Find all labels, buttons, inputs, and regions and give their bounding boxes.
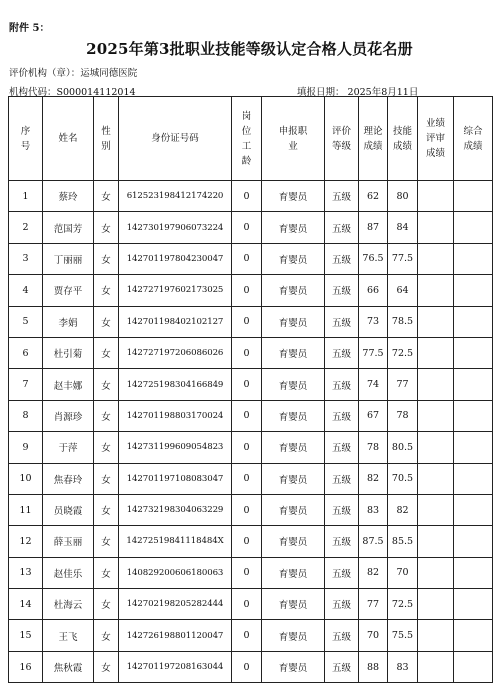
cell-overall-score bbox=[454, 526, 493, 557]
cell-gender: 女 bbox=[94, 557, 119, 588]
cell-seniority: 0 bbox=[232, 181, 262, 212]
cell-occupation: 育婴员 bbox=[262, 212, 325, 243]
column-header-name: 姓名 bbox=[43, 97, 94, 181]
column-header-id-number: 身份证号码 bbox=[119, 97, 232, 181]
cell-name: 李娟 bbox=[43, 306, 94, 337]
cell-occupation: 育婴员 bbox=[262, 400, 325, 431]
cell-occupation: 育婴员 bbox=[262, 337, 325, 368]
cell-skill-score: 82 bbox=[388, 494, 418, 525]
cell-overall-score bbox=[454, 589, 493, 620]
cell-theory-score: 88 bbox=[359, 651, 388, 682]
cell-id-number: 14272519841118484X bbox=[119, 526, 232, 557]
table-row bbox=[9, 275, 493, 306]
cell-theory-score: 67 bbox=[359, 400, 388, 431]
cell-overall-score bbox=[454, 181, 493, 212]
cell-occupation: 育婴员 bbox=[262, 494, 325, 525]
cell-occupation: 育婴员 bbox=[262, 243, 325, 274]
cell-name: 焦春玲 bbox=[43, 463, 94, 494]
cell-occupation: 育婴员 bbox=[262, 526, 325, 557]
cell-gender: 女 bbox=[94, 306, 119, 337]
cell-performance-score bbox=[418, 212, 454, 243]
cell-gender: 女 bbox=[94, 432, 119, 463]
column-header-theory-score: 理论成绩 bbox=[359, 97, 388, 181]
cell-performance-score bbox=[418, 651, 454, 682]
cell-performance-score bbox=[418, 400, 454, 431]
table-row bbox=[9, 243, 493, 274]
cell-name: 焦秋霞 bbox=[43, 651, 94, 682]
cell-name: 蔡玲 bbox=[43, 181, 94, 212]
table-row bbox=[9, 306, 493, 337]
cell-theory-score: 70 bbox=[359, 620, 388, 651]
cell-seniority: 0 bbox=[232, 589, 262, 620]
cell-performance-score bbox=[418, 243, 454, 274]
table-row bbox=[9, 589, 493, 620]
cell-skill-score: 78 bbox=[388, 400, 418, 431]
cell-seq: 16 bbox=[9, 651, 43, 682]
evaluation-org: 评价机构（章）：运城同德医院 bbox=[9, 68, 138, 79]
cell-performance-score bbox=[418, 337, 454, 368]
cell-id-number: 142701197108083047 bbox=[119, 463, 232, 494]
cell-skill-score: 70 bbox=[388, 557, 418, 588]
cell-gender: 女 bbox=[94, 526, 119, 557]
attachment-label: 附件 5： bbox=[9, 23, 50, 34]
cell-level: 五级 bbox=[325, 369, 359, 400]
cell-seniority: 0 bbox=[232, 620, 262, 651]
cell-seniority: 0 bbox=[232, 651, 262, 682]
cell-theory-score: 87.5 bbox=[359, 526, 388, 557]
cell-occupation: 育婴员 bbox=[262, 589, 325, 620]
cell-seniority: 0 bbox=[232, 463, 262, 494]
cell-seniority: 0 bbox=[232, 306, 262, 337]
cell-performance-score bbox=[418, 557, 454, 588]
cell-gender: 女 bbox=[94, 243, 119, 274]
cell-performance-score bbox=[418, 181, 454, 212]
cell-skill-score: 77 bbox=[388, 369, 418, 400]
cell-occupation: 育婴员 bbox=[262, 369, 325, 400]
cell-overall-score bbox=[454, 651, 493, 682]
cell-overall-score bbox=[454, 432, 493, 463]
cell-overall-score bbox=[454, 243, 493, 274]
table-row bbox=[9, 181, 493, 212]
cell-name: 范国芳 bbox=[43, 212, 94, 243]
cell-id-number: 142726198801120047 bbox=[119, 620, 232, 651]
cell-name: 杜引菊 bbox=[43, 337, 94, 368]
cell-seniority: 0 bbox=[232, 243, 262, 274]
cell-seq: 12 bbox=[9, 526, 43, 557]
table-row bbox=[9, 400, 493, 431]
cell-overall-score bbox=[454, 306, 493, 337]
cell-performance-score bbox=[418, 589, 454, 620]
cell-theory-score: 77.5 bbox=[359, 337, 388, 368]
roster-table bbox=[8, 96, 493, 683]
cell-occupation: 育婴员 bbox=[262, 275, 325, 306]
table-row bbox=[9, 212, 493, 243]
cell-level: 五级 bbox=[325, 181, 359, 212]
cell-skill-score: 77.5 bbox=[388, 243, 418, 274]
cell-id-number: 142725198304166849 bbox=[119, 369, 232, 400]
cell-gender: 女 bbox=[94, 212, 119, 243]
cell-seq: 10 bbox=[9, 463, 43, 494]
cell-skill-score: 80 bbox=[388, 181, 418, 212]
column-header-occupation: 申报职业 bbox=[262, 97, 325, 181]
cell-level: 五级 bbox=[325, 306, 359, 337]
cell-skill-score: 70.5 bbox=[388, 463, 418, 494]
cell-seq: 2 bbox=[9, 212, 43, 243]
cell-seq: 1 bbox=[9, 181, 43, 212]
cell-level: 五级 bbox=[325, 400, 359, 431]
cell-occupation: 育婴员 bbox=[262, 557, 325, 588]
column-header-level: 评价等级 bbox=[325, 97, 359, 181]
table-row bbox=[9, 337, 493, 368]
cell-overall-score bbox=[454, 212, 493, 243]
cell-seq: 14 bbox=[9, 589, 43, 620]
cell-seq: 15 bbox=[9, 620, 43, 651]
cell-id-number: 142732198304063229 bbox=[119, 494, 232, 525]
cell-seq: 5 bbox=[9, 306, 43, 337]
cell-seniority: 0 bbox=[232, 526, 262, 557]
cell-name: 丁丽丽 bbox=[43, 243, 94, 274]
cell-performance-score bbox=[418, 369, 454, 400]
cell-gender: 女 bbox=[94, 620, 119, 651]
cell-gender: 女 bbox=[94, 181, 119, 212]
cell-gender: 女 bbox=[94, 589, 119, 620]
org-code: 机构代码：S000014112014 bbox=[9, 87, 136, 98]
cell-theory-score: 73 bbox=[359, 306, 388, 337]
cell-gender: 女 bbox=[94, 400, 119, 431]
cell-theory-score: 62 bbox=[359, 181, 388, 212]
cell-theory-score: 66 bbox=[359, 275, 388, 306]
cell-name: 贾存平 bbox=[43, 275, 94, 306]
cell-overall-score bbox=[454, 494, 493, 525]
cell-theory-score: 74 bbox=[359, 369, 388, 400]
cell-occupation: 育婴员 bbox=[262, 463, 325, 494]
cell-skill-score: 75.5 bbox=[388, 620, 418, 651]
column-header-overall-score: 综合成绩 bbox=[454, 97, 493, 181]
cell-level: 五级 bbox=[325, 337, 359, 368]
cell-seq: 4 bbox=[9, 275, 43, 306]
cell-performance-score bbox=[418, 306, 454, 337]
cell-name: 于萍 bbox=[43, 432, 94, 463]
fill-date: 填报日期： 2025年8月11日 bbox=[297, 87, 419, 98]
cell-name: 薛玉丽 bbox=[43, 526, 94, 557]
cell-gender: 女 bbox=[94, 275, 119, 306]
cell-skill-score: 84 bbox=[388, 212, 418, 243]
cell-performance-score bbox=[418, 275, 454, 306]
cell-level: 五级 bbox=[325, 212, 359, 243]
cell-id-number: 142731199609054823 bbox=[119, 432, 232, 463]
cell-occupation: 育婴员 bbox=[262, 306, 325, 337]
cell-level: 五级 bbox=[325, 589, 359, 620]
cell-level: 五级 bbox=[325, 620, 359, 651]
cell-name: 肖源珍 bbox=[43, 400, 94, 431]
cell-skill-score: 85.5 bbox=[388, 526, 418, 557]
cell-occupation: 育婴员 bbox=[262, 620, 325, 651]
page-title: 2025年第3批职业技能等级认定合格人员花名册 bbox=[86, 40, 413, 58]
cell-seq: 11 bbox=[9, 494, 43, 525]
cell-performance-score bbox=[418, 463, 454, 494]
cell-skill-score: 72.5 bbox=[388, 337, 418, 368]
cell-theory-score: 82 bbox=[359, 463, 388, 494]
cell-overall-score bbox=[454, 369, 493, 400]
cell-id-number: 142701197208163044 bbox=[119, 651, 232, 682]
cell-id-number: 142701198402102127 bbox=[119, 306, 232, 337]
cell-overall-score bbox=[454, 557, 493, 588]
cell-skill-score: 83 bbox=[388, 651, 418, 682]
cell-seq: 3 bbox=[9, 243, 43, 274]
cell-seniority: 0 bbox=[232, 494, 262, 525]
table-row bbox=[9, 432, 493, 463]
cell-overall-score bbox=[454, 275, 493, 306]
cell-gender: 女 bbox=[94, 463, 119, 494]
cell-skill-score: 80.5 bbox=[388, 432, 418, 463]
cell-id-number: 142701197804230047 bbox=[119, 243, 232, 274]
cell-theory-score: 87 bbox=[359, 212, 388, 243]
table-row bbox=[9, 557, 493, 588]
cell-seniority: 0 bbox=[232, 432, 262, 463]
table-row bbox=[9, 651, 493, 682]
cell-theory-score: 77 bbox=[359, 589, 388, 620]
table-header-row bbox=[9, 97, 493, 181]
column-header-skill-score: 技能成绩 bbox=[388, 97, 418, 181]
cell-overall-score bbox=[454, 337, 493, 368]
cell-level: 五级 bbox=[325, 651, 359, 682]
cell-id-number: 612523198412174220 bbox=[119, 181, 232, 212]
cell-overall-score bbox=[454, 620, 493, 651]
cell-seq: 8 bbox=[9, 400, 43, 431]
cell-id-number: 140829200606180063 bbox=[119, 557, 232, 588]
table-row bbox=[9, 620, 493, 651]
cell-overall-score bbox=[454, 463, 493, 494]
cell-id-number: 142730197906073224 bbox=[119, 212, 232, 243]
cell-level: 五级 bbox=[325, 526, 359, 557]
cell-gender: 女 bbox=[94, 337, 119, 368]
column-header-performance-score: 业绩评审成绩 bbox=[418, 97, 454, 181]
cell-theory-score: 78 bbox=[359, 432, 388, 463]
cell-id-number: 142727197206086026 bbox=[119, 337, 232, 368]
table-row bbox=[9, 463, 493, 494]
cell-seq: 6 bbox=[9, 337, 43, 368]
cell-skill-score: 78.5 bbox=[388, 306, 418, 337]
cell-seq: 13 bbox=[9, 557, 43, 588]
cell-gender: 女 bbox=[94, 369, 119, 400]
cell-name: 赵佳乐 bbox=[43, 557, 94, 588]
cell-performance-score bbox=[418, 432, 454, 463]
cell-seniority: 0 bbox=[232, 400, 262, 431]
cell-seq: 9 bbox=[9, 432, 43, 463]
column-header-gender: 性别 bbox=[94, 97, 119, 181]
cell-level: 五级 bbox=[325, 432, 359, 463]
cell-seniority: 0 bbox=[232, 337, 262, 368]
cell-name: 赵丰娜 bbox=[43, 369, 94, 400]
cell-id-number: 142701198803170024 bbox=[119, 400, 232, 431]
table-row bbox=[9, 494, 493, 525]
cell-performance-score bbox=[418, 620, 454, 651]
cell-seniority: 0 bbox=[232, 557, 262, 588]
cell-theory-score: 76.5 bbox=[359, 243, 388, 274]
cell-seniority: 0 bbox=[232, 275, 262, 306]
cell-occupation: 育婴员 bbox=[262, 181, 325, 212]
table-row bbox=[9, 526, 493, 557]
cell-skill-score: 72.5 bbox=[388, 589, 418, 620]
cell-name: 员晓霞 bbox=[43, 494, 94, 525]
cell-skill-score: 64 bbox=[388, 275, 418, 306]
cell-performance-score bbox=[418, 494, 454, 525]
cell-occupation: 育婴员 bbox=[262, 432, 325, 463]
cell-level: 五级 bbox=[325, 557, 359, 588]
table-row bbox=[9, 369, 493, 400]
cell-seq: 7 bbox=[9, 369, 43, 400]
cell-level: 五级 bbox=[325, 463, 359, 494]
cell-gender: 女 bbox=[94, 651, 119, 682]
cell-occupation: 育婴员 bbox=[262, 651, 325, 682]
cell-performance-score bbox=[418, 526, 454, 557]
cell-seniority: 0 bbox=[232, 212, 262, 243]
cell-level: 五级 bbox=[325, 243, 359, 274]
cell-theory-score: 82 bbox=[359, 557, 388, 588]
column-header-seniority: 岗位工龄 bbox=[232, 97, 262, 181]
cell-name: 杜海云 bbox=[43, 589, 94, 620]
column-header-seq: 序号 bbox=[9, 97, 43, 181]
cell-level: 五级 bbox=[325, 275, 359, 306]
cell-name: 王飞 bbox=[43, 620, 94, 651]
cell-gender: 女 bbox=[94, 494, 119, 525]
cell-overall-score bbox=[454, 400, 493, 431]
cell-level: 五级 bbox=[325, 494, 359, 525]
cell-seniority: 0 bbox=[232, 369, 262, 400]
cell-id-number: 142702198205282444 bbox=[119, 589, 232, 620]
cell-id-number: 142727197602173025 bbox=[119, 275, 232, 306]
cell-theory-score: 83 bbox=[359, 494, 388, 525]
